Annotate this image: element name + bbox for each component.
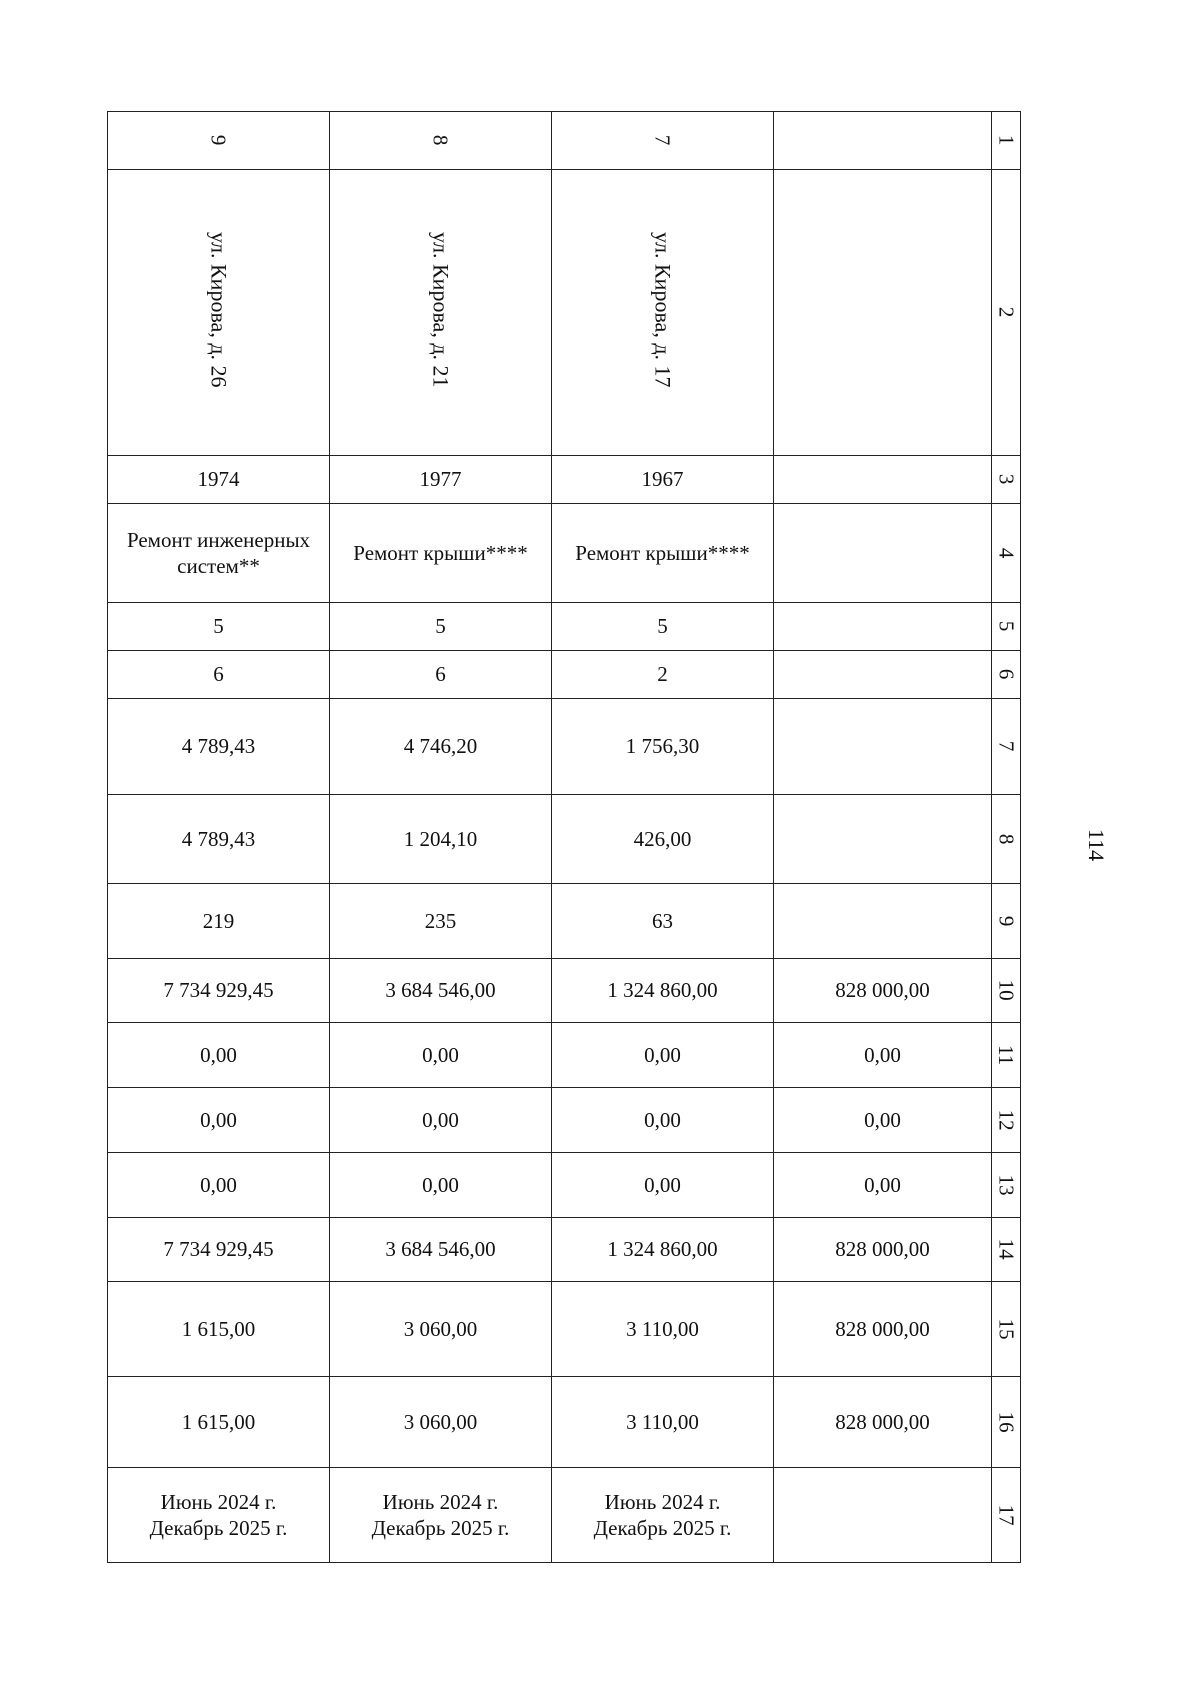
row-index-cell	[992, 504, 1021, 603]
table-cell: 0,00	[552, 1023, 774, 1088]
table-row	[108, 1023, 1021, 1088]
table-cell	[774, 504, 992, 603]
row-index: 5	[994, 621, 1019, 632]
row-index: 16	[994, 1411, 1019, 1433]
period-label: Июнь 2024 г. Декабрь 2025 г.	[149, 1489, 288, 1540]
table-cell: 0,00	[108, 1153, 330, 1218]
table-row	[108, 504, 1021, 603]
table-cell: 6	[108, 651, 330, 699]
table-cell: Ремонт инженерных систем**	[108, 504, 330, 603]
row-index: 8	[994, 833, 1019, 845]
table-row	[108, 1088, 1021, 1153]
table-cell: 1 204,10	[330, 795, 552, 884]
table-cell	[774, 651, 992, 699]
table-row	[108, 795, 1021, 884]
table-cell	[330, 170, 552, 456]
table-cell	[774, 112, 992, 170]
table-cell	[774, 603, 992, 651]
table-cell: 3 684 546,00	[330, 1218, 552, 1282]
row-index-cell	[992, 651, 1021, 699]
table-cell: 0,00	[552, 1153, 774, 1218]
row-index-cell	[992, 795, 1021, 884]
table-cell	[774, 1468, 992, 1563]
table-cell	[774, 884, 992, 959]
table-cell: 2	[552, 651, 774, 699]
table-row	[108, 959, 1021, 1023]
table-cell: 4 746,20	[330, 699, 552, 795]
table-row	[108, 112, 1021, 170]
table-cell: 0,00	[552, 1088, 774, 1153]
table-row	[108, 699, 1021, 795]
table-cell: 5	[330, 603, 552, 651]
row-index-cell	[992, 699, 1021, 795]
table-cell: 4 789,43	[108, 795, 330, 884]
row-index: 13	[994, 1174, 1019, 1196]
row-index: 11	[994, 1044, 1019, 1066]
table-cell: 0,00	[108, 1088, 330, 1153]
table-cell: 3 110,00	[552, 1377, 774, 1468]
table-cell: 0,00	[330, 1023, 552, 1088]
table-cell	[330, 112, 552, 170]
address-label: ул. Кирова, д. 17	[650, 231, 676, 388]
table-cell: Ремонт крыши****	[552, 504, 774, 603]
table-cell: 3 110,00	[552, 1282, 774, 1377]
row-index-cell	[992, 1153, 1021, 1218]
table-row	[108, 884, 1021, 959]
table-row	[108, 1468, 1021, 1563]
table-cell	[774, 795, 992, 884]
row-index: 6	[994, 669, 1019, 680]
table-cell: 7 734 929,45	[108, 959, 330, 1023]
table-cell: 426,00	[552, 795, 774, 884]
address-label: ул. Кирова, д. 21	[428, 231, 454, 388]
table-cell: 1 615,00	[108, 1377, 330, 1468]
table-cell: 828 000,00	[774, 1282, 992, 1377]
row-index: 3	[994, 474, 1019, 485]
table-cell: 828 000,00	[774, 1218, 992, 1282]
row-index-cell	[992, 1468, 1021, 1563]
table-cell: 0,00	[330, 1088, 552, 1153]
row-index: 2	[994, 307, 1019, 318]
table-cell: 6	[330, 651, 552, 699]
table-cell: 7 734 929,45	[108, 1218, 330, 1282]
table-cell: 828 000,00	[774, 959, 992, 1023]
table-cell	[552, 112, 774, 170]
row-index: 1	[994, 135, 1019, 146]
table-row	[108, 1282, 1021, 1377]
table-row	[108, 170, 1021, 456]
table-row	[108, 1218, 1021, 1282]
table-row	[108, 1377, 1021, 1468]
row-index-cell	[992, 1218, 1021, 1282]
row-index-cell	[992, 170, 1021, 456]
table-cell: 3 060,00	[330, 1282, 552, 1377]
table-cell: 828 000,00	[774, 1377, 992, 1468]
table-cell	[552, 170, 774, 456]
table-cell: 1974	[108, 456, 330, 504]
table-cell	[774, 456, 992, 504]
table-cell: 3 684 546,00	[330, 959, 552, 1023]
row-index-cell	[992, 1023, 1021, 1088]
table-cell: Ремонт крыши****	[330, 504, 552, 603]
row-index-cell	[992, 603, 1021, 651]
table-cell	[774, 699, 992, 795]
table-cell	[330, 1468, 552, 1563]
row-index: 12	[994, 1109, 1019, 1131]
table-cell: 219	[108, 884, 330, 959]
table-cell: 3 060,00	[330, 1377, 552, 1468]
row-index-cell	[992, 959, 1021, 1023]
row-index: 7	[994, 741, 1019, 752]
table-cell	[108, 170, 330, 456]
table-cell: 235	[330, 884, 552, 959]
column-number: 9	[206, 135, 231, 146]
table-cell: 63	[552, 884, 774, 959]
table-cell: 1 756,30	[552, 699, 774, 795]
table-cell	[774, 170, 992, 456]
address-label: ул. Кирова, д. 26	[206, 231, 232, 388]
row-index: 4	[994, 547, 1019, 559]
table-cell: 1 615,00	[108, 1282, 330, 1377]
page-number: 114	[1084, 828, 1110, 862]
row-index-cell	[992, 1282, 1021, 1377]
table-cell: 0,00	[774, 1088, 992, 1153]
column-number: 8	[428, 135, 453, 146]
table-row	[108, 603, 1021, 651]
row-index: 15	[994, 1318, 1019, 1340]
table-cell	[108, 1468, 330, 1563]
period-label: Июнь 2024 г. Декабрь 2025 г.	[371, 1489, 510, 1540]
table-cell: 1 324 860,00	[552, 959, 774, 1023]
repair-program-table	[107, 111, 1021, 1563]
table-row	[108, 651, 1021, 699]
table-row	[108, 1153, 1021, 1218]
row-index: 17	[994, 1504, 1019, 1526]
row-index: 10	[994, 980, 1019, 1001]
table-cell: 4 789,43	[108, 699, 330, 795]
row-index-cell	[992, 1088, 1021, 1153]
table-cell: 1 324 860,00	[552, 1218, 774, 1282]
table-cell: 0,00	[774, 1023, 992, 1088]
row-index-cell	[992, 456, 1021, 504]
table-cell: 0,00	[330, 1153, 552, 1218]
table-cell: 1977	[330, 456, 552, 504]
row-index-cell	[992, 884, 1021, 959]
table-cell: 5	[108, 603, 330, 651]
table-cell: 1967	[552, 456, 774, 504]
row-index: 9	[994, 915, 1019, 927]
row-index-cell	[992, 112, 1021, 170]
table-cell: 0,00	[108, 1023, 330, 1088]
row-index: 14	[994, 1239, 1019, 1260]
table-row	[108, 456, 1021, 504]
table-cell: 5	[552, 603, 774, 651]
table-cell	[108, 112, 330, 170]
table-cell	[552, 1468, 774, 1563]
row-index-cell	[992, 1377, 1021, 1468]
column-number: 7	[650, 135, 675, 146]
period-label: Июнь 2024 г. Декабрь 2025 г.	[593, 1489, 732, 1540]
table-cell: 0,00	[774, 1153, 992, 1218]
